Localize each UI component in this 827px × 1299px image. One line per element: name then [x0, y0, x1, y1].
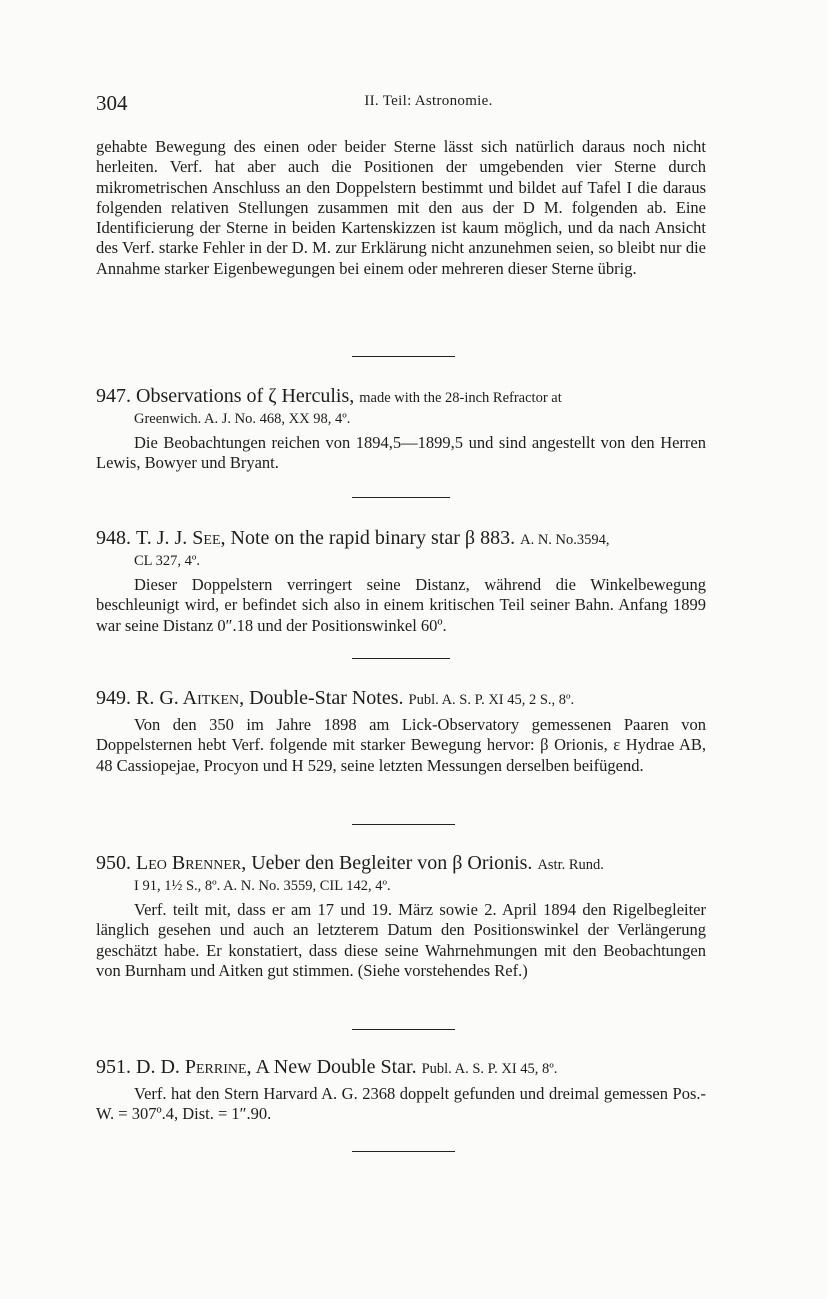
page-number: 304	[96, 91, 128, 115]
entry-number: 949.	[96, 687, 131, 709]
entry-reference: Publ. A. S. P. XI 45, 8º.	[421, 1061, 558, 1077]
entry-heading	[96, 384, 706, 410]
entry-title: Ueber den Begleiter von β Orionis.	[251, 852, 533, 874]
entry-reference-cont: CL 327, 4º.	[134, 553, 200, 569]
separator-rule	[352, 658, 450, 659]
entry-reference-cont: Greenwich. A. J. No. 468, XX 98, 4º.	[134, 411, 351, 427]
intro-paragraph: gehabte Bewegung des einen oder beider Sterne lässt sich natürlich daraus noch nicht herleiten. Verf. hat aber auch die Positionen der umgebenden vier Sterne durch mikrometrischen Anschluss an den Doppelstern bestimmt und bildet auf Tafel I die daraus folgenden relativen Stellungen zusammen mit den aus der D M. folgenden ab. Eine Identificierung der Sterne in beiden Kartenskizzen ist kaum möglich, und da nach Ansicht des Verf. starke Fehler in der D. M. zur Erklärung nicht anzunehmen seien, so bleibt nur die Annahme starker Eigenbewegungen bei einem oder mehreren dieser Sterne übrig.	[96, 137, 706, 278]
entry-reference: Publ. A. S. P. XI 45, 2 S., 8º.	[408, 692, 575, 708]
entry-author: D. D. Perrine,	[136, 1056, 252, 1078]
entry-948	[96, 526, 706, 636]
entry-reference: A. N. No.3594,	[520, 532, 610, 548]
entry-number: 950.	[96, 852, 131, 874]
entry-949	[96, 686, 706, 776]
entry-951	[96, 1055, 706, 1125]
separator-rule	[352, 824, 455, 825]
entry-reference: Astr. Rund.	[537, 857, 604, 873]
entry-heading	[96, 1055, 706, 1081]
entry-number: 951.	[96, 1056, 131, 1078]
entry-heading	[96, 686, 706, 712]
entry-heading	[96, 851, 706, 877]
entry-title: Double-Star Notes.	[249, 687, 404, 709]
entry-title: Note on the rapid binary star β 883.	[230, 527, 516, 549]
entry-author: T. J. J. See,	[136, 527, 226, 549]
entry-author: Leo Brenner,	[136, 852, 247, 874]
separator-rule	[352, 1029, 455, 1030]
separator-rule	[352, 497, 450, 498]
entry-body: Verf. teilt mit, dass er am 17 und 19. März sowie 2. April 1894 den Rigelbegleiter länglich gesehen und auch an letzterem Datum den Positionswinkel der Verlängerung geschätzt habe. Er konstatiert, dass diese seine Wahrnehmungen mit den Beobachtungen von Burnham und Aitken gut stimmen. (Siehe vorstehendes Ref.)	[96, 900, 706, 980]
intro-block	[96, 137, 706, 279]
entry-947	[96, 384, 706, 474]
separator-rule	[352, 356, 455, 357]
entry-number: 948.	[96, 527, 131, 549]
running-head: II. Teil: Astronomie.	[364, 93, 493, 109]
entry-heading	[96, 526, 706, 552]
entry-body: Die Beobachtungen reichen von 1894,5—1899,5 und sind angestellt von den Herren Lewis, Bowyer und Bryant.	[96, 433, 706, 473]
entry-body: Dieser Doppelstern verringert seine Distanz, während die Winkelbewegung beschleunigt wird, er befindet sich also in einem kritischen Teil seiner Bahn. Anfang 1899 war seine Distanz 0″.18 und der Positionswinkel 60º.	[96, 575, 706, 635]
entry-title: Observations of ζ Herculis,	[136, 385, 355, 407]
entry-title: A New Double Star.	[255, 1056, 417, 1078]
entry-950	[96, 851, 706, 981]
entry-reference-cont: I 91, 1½ S., 8º. A. N. No. 3559, CIL 142, 4º.	[134, 878, 391, 894]
entry-body: Verf. hat den Stern Harvard A. G. 2368 doppelt gefunden und dreimal gemessen Pos.-W. = 307º.4, Dist. = 1″.90.	[96, 1084, 706, 1124]
entry-author: R. G. Aitken,	[136, 687, 245, 709]
entry-body: Von den 350 im Jahre 1898 am Lick-Observatory gemessenen Paaren von Doppelsternen hebt Verf. folgende mit starker Bewegung hervor: β Orionis, ε Hydrae AB, 48 Cassiopejae, Procyon und H 529, seine letzten Messungen derselben beifügend.	[96, 715, 706, 775]
entry-reference: made with the 28-inch Refractor at	[359, 390, 562, 406]
entry-number: 947.	[96, 385, 131, 407]
separator-rule	[352, 1151, 455, 1152]
